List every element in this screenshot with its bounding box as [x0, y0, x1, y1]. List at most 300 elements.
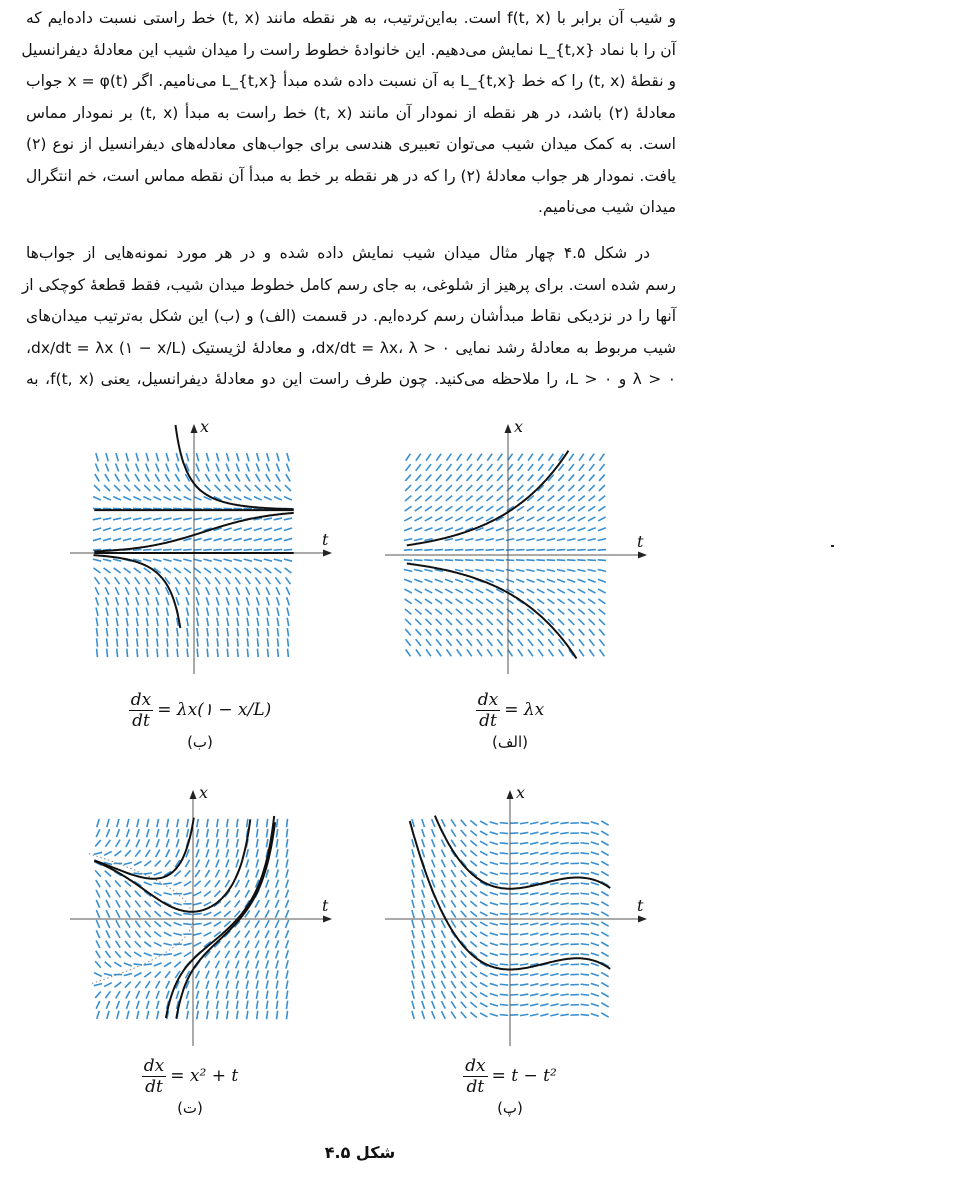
slope-segment [284, 497, 292, 500]
slope-segment [422, 900, 425, 908]
slope-segment [154, 892, 162, 896]
slope-segment [587, 560, 595, 561]
slope-segment [568, 609, 575, 614]
slope-segment [235, 890, 240, 897]
slope-segment [588, 589, 596, 593]
slope-segment [461, 971, 467, 977]
slope-segment [550, 1014, 558, 1016]
slope-segment [591, 822, 599, 825]
slope-segment [456, 629, 462, 635]
slope-segment [426, 639, 431, 646]
slope-segment [235, 941, 240, 948]
slope-segment [135, 891, 141, 897]
slope-segment [245, 890, 249, 897]
slope-segment [578, 528, 586, 531]
slope-segment [601, 841, 608, 845]
slope-segment [226, 859, 229, 867]
slope-segment [591, 903, 599, 906]
slope-segment [176, 453, 178, 461]
slope-segment [466, 609, 473, 614]
slope-segment [257, 819, 258, 827]
slope-segment [588, 609, 595, 614]
slope-segment [480, 821, 487, 825]
slope-segment [277, 649, 278, 657]
slope-segment [516, 528, 524, 531]
slope-segment [412, 839, 414, 847]
slope-segment [591, 913, 599, 916]
slope-segment [591, 1004, 599, 1007]
slope-segment [599, 496, 606, 501]
slope-segment [206, 839, 208, 847]
slope-segment [425, 599, 432, 604]
slope-segment [157, 829, 159, 837]
slope-segment [540, 1014, 548, 1016]
slope-segment [579, 454, 584, 461]
slope-segment [276, 980, 278, 988]
equation-rhs: = λx [504, 700, 545, 720]
slope-segment [205, 961, 209, 968]
slope-segment [177, 829, 179, 837]
slope-segment [185, 860, 189, 867]
slope-segment [127, 628, 128, 636]
slope-segment [601, 912, 608, 916]
slope-segment [465, 550, 473, 551]
slope-segment [185, 870, 191, 876]
slope-segment [578, 609, 585, 614]
slope-segment [456, 496, 463, 501]
slope-segment [217, 649, 218, 657]
slope-segment [404, 550, 412, 551]
slope-segment [540, 933, 548, 935]
slope-segment [204, 568, 211, 573]
slope-segment [520, 974, 528, 975]
slope-segment [156, 991, 159, 999]
slope-segment [451, 910, 456, 917]
slope-segment [530, 852, 538, 854]
slope-segment [550, 994, 558, 996]
slope-segment [257, 597, 260, 605]
slope-segment [406, 454, 411, 461]
slope-segment [183, 518, 191, 520]
slope-segment [244, 538, 252, 540]
slope-segment [277, 453, 279, 461]
slope-segment [286, 950, 289, 958]
slope-segment [422, 920, 425, 928]
slope-segment [246, 474, 250, 481]
slope-segment [466, 517, 474, 521]
slope-segment [285, 930, 288, 938]
slope-segment [550, 903, 558, 905]
slope-segment [245, 931, 250, 938]
slope-segment [94, 852, 102, 854]
slope-segment [275, 930, 278, 938]
slope-segment [547, 599, 554, 604]
slope-segment [133, 518, 141, 520]
slope-segment [216, 859, 219, 867]
slope-segment [475, 539, 483, 541]
slope-segment [550, 964, 558, 966]
slope-segment [286, 890, 289, 898]
slope-segment [167, 819, 169, 827]
slope-segment [235, 880, 239, 888]
slope-segment [441, 839, 445, 847]
slope-segment [441, 971, 445, 979]
slope-segment [518, 454, 523, 461]
slope-segment [135, 910, 140, 917]
slope-segment [601, 861, 608, 865]
slope-segment [194, 881, 200, 887]
slope-segment [520, 832, 528, 833]
slope-field-logistic [70, 412, 340, 674]
slope-segment [487, 629, 493, 635]
slope-segment [490, 953, 498, 955]
slope-segment [567, 550, 575, 551]
slope-segment [226, 597, 229, 605]
slope-segment [195, 474, 199, 481]
slope-segment [548, 496, 555, 501]
slope-segment [490, 943, 498, 945]
slope-segment [485, 550, 493, 551]
slope-segment [277, 638, 278, 646]
slope-segment [500, 1004, 508, 1005]
slope-segment [267, 597, 270, 605]
slope-segment [538, 475, 544, 481]
slope-segment [486, 528, 494, 531]
slope-segment [436, 475, 442, 481]
slope-segment [588, 506, 595, 511]
slope-segment [461, 830, 467, 836]
slope-segment [500, 944, 508, 945]
slope-segment [227, 1011, 228, 1019]
slope-segment [577, 550, 585, 551]
slope-segment [466, 599, 473, 604]
slope-segment [477, 464, 482, 471]
slope-segment [550, 1004, 558, 1006]
slope-segment [276, 880, 279, 888]
slope-segment [526, 539, 534, 541]
slope-segment [577, 560, 585, 561]
slope-segment [601, 983, 608, 987]
slope-segment [156, 463, 159, 471]
slope-segment [145, 577, 150, 584]
slope-segment [455, 550, 463, 551]
slope-segment [435, 506, 442, 511]
slope-segment [286, 839, 287, 847]
slope-segment [434, 550, 442, 551]
text-line: آنها را در نزدیکی نقاط مبدأشان رسم کرده‌ایم. در قسمت (الف) و (ب) این شکل به‌ترتیب میدان‌های [26, 307, 676, 325]
slope-segment [500, 903, 508, 904]
slope-segment [266, 839, 268, 847]
slope-segment [405, 464, 410, 471]
slope-segment [547, 517, 555, 521]
slope-segment [196, 860, 200, 868]
slope-segment [204, 932, 212, 936]
slope-segment [435, 589, 443, 593]
slope-segment [156, 850, 160, 857]
slope-segment [94, 973, 102, 977]
slope-segment [246, 849, 248, 857]
slope-segment [216, 991, 218, 999]
slope-segment [224, 518, 232, 520]
slope-segment [432, 971, 435, 979]
slope-segment [135, 577, 140, 584]
slope-segment [155, 474, 159, 481]
slope-segment [247, 608, 249, 616]
slope-segment [206, 453, 208, 461]
slope-segment [446, 609, 453, 614]
slope-segment [93, 497, 101, 500]
panel-label: (پ) [497, 1099, 523, 1117]
slope-segment [96, 910, 99, 918]
slope-segment [530, 974, 538, 976]
slope-segment [227, 608, 229, 616]
slope-segment [599, 649, 604, 656]
slope-segment [95, 961, 101, 967]
slope-segment [285, 910, 288, 918]
slope-segment [96, 618, 98, 626]
slope-segment [496, 599, 503, 604]
slope-segment [588, 528, 596, 531]
equation: $\frac{dx}{dt}$ = x² + t [143, 1056, 239, 1097]
slope-segment [496, 528, 504, 531]
text-line: و نقطهٔ (t, x) را که خط L_{t,x} به آن نسبت داده شده مبدأ L_{t,x} می‌نامیم. اگر x = φ(t) جواب [26, 72, 676, 90]
slope-segment [451, 900, 456, 907]
slope-segment [156, 597, 159, 605]
slope-segment [206, 463, 209, 471]
slope-segment [588, 539, 596, 541]
slope-segment [133, 528, 141, 531]
slope-segment [436, 649, 441, 656]
slope-segment [441, 961, 445, 969]
slope-segment [490, 994, 498, 996]
slope-segment [530, 923, 538, 925]
slope-segment [123, 538, 131, 540]
slope-segment [591, 973, 599, 976]
slope-segment [581, 833, 589, 834]
slope-segment [538, 629, 544, 635]
slope-segment [538, 649, 543, 656]
slope-segment [194, 892, 202, 896]
slope-segment [93, 538, 101, 540]
slope-segment [244, 549, 252, 550]
slope-segment [207, 1011, 208, 1019]
slope-segment [486, 570, 494, 572]
slope-segment [560, 863, 568, 864]
slope-segment [445, 528, 453, 531]
slope-segment [415, 517, 423, 521]
slope-segment [246, 597, 249, 605]
slope-segment [126, 463, 129, 471]
slope-segment [186, 453, 188, 461]
slope-segment [591, 933, 599, 936]
caption-alef [440, 690, 580, 751]
slope-segment [527, 506, 534, 511]
slope-segment [173, 903, 181, 905]
slope-segment [227, 829, 229, 837]
x-axis-arrow-icon [191, 424, 198, 433]
slope-segment [236, 971, 239, 979]
slope-segment [217, 1011, 218, 1019]
slope-segment [247, 628, 248, 636]
slope-segment [116, 463, 119, 471]
slope-segment [116, 829, 119, 837]
slope-segment [405, 475, 411, 481]
slope-segment [104, 974, 112, 976]
slope-segment [244, 528, 252, 531]
slope-segment [581, 823, 589, 824]
slope-segment [135, 587, 139, 595]
slope-segment [114, 568, 121, 573]
slope-segment [485, 560, 493, 561]
slope-segment [461, 891, 467, 897]
slope-segment [147, 819, 149, 827]
slope-segment [497, 609, 504, 614]
slope-segment [405, 506, 412, 511]
slope-segment [196, 463, 199, 471]
slope-segment [116, 1001, 119, 1009]
slope-segment [581, 863, 589, 864]
slope-segment [451, 1001, 456, 1008]
slope-segment [591, 832, 599, 835]
slope-segment [147, 628, 148, 636]
slope-segment [526, 570, 534, 572]
slope-segment [467, 454, 472, 461]
slope-segment [480, 932, 487, 936]
slope-segment [435, 528, 443, 531]
slope-segment [415, 609, 422, 614]
slope-segment [490, 872, 498, 874]
slope-segment [144, 953, 152, 956]
panel-label: (الف) [492, 733, 528, 751]
slope-segment [412, 960, 414, 968]
slope-segment [415, 599, 422, 604]
x-axis-label: x [199, 783, 209, 802]
slope-segment [487, 619, 493, 625]
slope-segment [136, 608, 138, 616]
slope-segment [163, 549, 171, 550]
slope-segment [113, 518, 121, 520]
slope-segment [275, 900, 278, 908]
slope-segment [412, 880, 414, 888]
slope-segment [540, 903, 548, 905]
slope-segment [426, 454, 431, 461]
slope-segment [436, 464, 441, 471]
slope-segment [436, 639, 441, 646]
slope-segment [415, 589, 423, 593]
slope-segment [550, 873, 558, 875]
slope-segment [236, 859, 239, 867]
slope-segment [106, 930, 110, 938]
slope-segment [96, 890, 100, 898]
slope-segment [116, 991, 120, 998]
slope-segment [174, 953, 182, 956]
slope-segment [441, 870, 445, 878]
t-axis-label: t [637, 896, 644, 915]
slope-segment [517, 496, 524, 501]
slope-segment [451, 819, 456, 826]
slope-segment [527, 599, 534, 604]
slope-segment [134, 973, 142, 977]
slope-segment [257, 618, 259, 626]
slope-segment [174, 923, 182, 926]
slope-segment [196, 971, 200, 979]
slope-segment [528, 649, 533, 656]
slope-segment [95, 870, 101, 876]
slope-segment [215, 485, 221, 491]
slope-segment [425, 589, 433, 593]
slope-segment [266, 587, 270, 595]
slope-segment [246, 870, 249, 878]
slope-segment [550, 974, 558, 976]
slope-segment [136, 618, 138, 626]
slope-segment [412, 981, 414, 989]
equation: $\frac{dx}{dt}$ = λx(۱ − x/L) [130, 690, 272, 731]
slope-segment [480, 841, 487, 845]
slope-segment [146, 597, 149, 605]
slope-segment [480, 1013, 487, 1017]
slope-segment [422, 1001, 425, 1009]
slope-segment [432, 961, 435, 969]
slope-segment [134, 873, 142, 874]
slope-segment [486, 599, 493, 604]
slope-segment [174, 882, 182, 885]
slope-segment [266, 829, 267, 837]
slope-segment [461, 931, 467, 937]
slope-segment [405, 619, 411, 625]
slope-segment [265, 485, 271, 491]
slope-segment [277, 1011, 278, 1019]
slope-segment [435, 496, 442, 501]
slope-segment [156, 453, 158, 461]
slope-segment [560, 923, 568, 924]
slope-segment [164, 568, 171, 573]
slope-segment [245, 880, 249, 888]
slope-segment [153, 528, 161, 531]
slope-segment [276, 869, 278, 877]
slope-segment [276, 890, 279, 898]
slope-segment [490, 832, 498, 834]
slope-segment [538, 639, 543, 646]
slope-segment [540, 953, 548, 955]
slope-segment [196, 849, 199, 857]
slope-segment [105, 991, 110, 998]
slope-segment [466, 475, 472, 481]
slope-segment [255, 485, 261, 491]
slope-segment [432, 981, 435, 989]
slope-segment [517, 619, 523, 625]
slope-segment [426, 464, 431, 471]
slope-segment [578, 589, 586, 593]
slope-segment [207, 608, 209, 616]
slope-segment [163, 559, 171, 561]
slope-segment [177, 638, 178, 646]
slope-segment [490, 862, 498, 864]
slope-segment [451, 941, 456, 948]
slope-segment [284, 559, 292, 561]
slope-segment [197, 608, 199, 616]
slope-segment [107, 819, 109, 827]
slope-segment [276, 839, 277, 847]
slope-segment [234, 528, 242, 531]
slope-segment [591, 862, 599, 865]
slope-segment [276, 859, 278, 867]
slope-segment [476, 496, 483, 501]
slope-segment [441, 991, 445, 999]
slope-segment [96, 930, 99, 938]
slope-segment [96, 597, 99, 605]
slope-segment [520, 903, 528, 904]
slope-segment [234, 497, 242, 500]
